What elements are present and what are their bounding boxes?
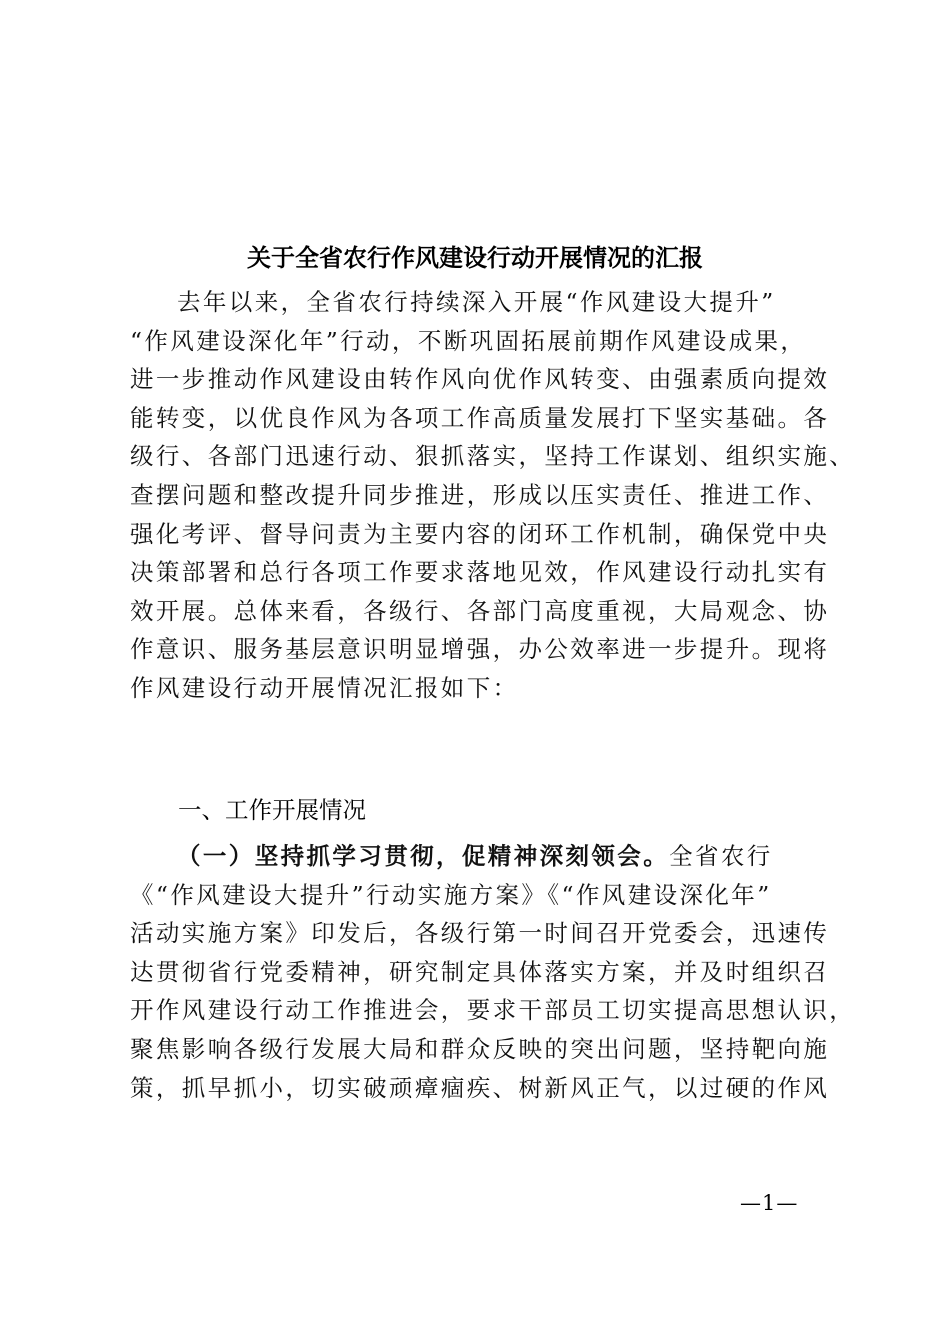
paragraph-line [130, 837, 830, 876]
document-title: 关于全省农行作风建设行动开展情况的汇报 [247, 243, 703, 272]
paragraph-line: 作风建设行动开展情况汇报如下： [130, 673, 519, 702]
intro-paragraph [130, 283, 856, 708]
paragraph-line: 去年以来，全省农行持续深入开展“作风建设大提升” [177, 288, 776, 316]
subsection-lead: （一）坚持抓学习贯彻，促精神深刻领会。 [177, 842, 670, 870]
paragraph-line: 强化考评、督导问责为主要内容的闭环工作机制，确保党中央 [130, 519, 830, 548]
paragraph-line: 级行、各部门迅速行动、狠抓落实，坚持工作谋划、组织实施、 [130, 442, 856, 471]
paragraph-line: 查摆问题和整改提升同步推进，形成以压实责任、推进工作、 [130, 480, 830, 509]
paragraph-line: 决策部署和总行各项工作要求落地见效，作风建设行动扎实有 [130, 558, 830, 587]
paragraph-line: 开作风建设行动工作推进会，要求干部员工切实提高思想认识， [130, 996, 856, 1025]
subsection-paragraph [130, 837, 856, 1107]
paragraph-line: 达贯彻省行党委精神，研究制定具体落实方案，并及时组织召 [130, 957, 830, 986]
paragraph-line: 进一步推动作风建设由转作风向优作风转变、由强素质向提效 [130, 365, 830, 394]
paragraph-line: 策，抓早抓小，切实破顽瘴痼疾、树新风正气，以过硬的作风 [130, 1073, 830, 1102]
paragraph-line: “作风建设深化年”行动，不断巩固拓展前期作风建设成果， [130, 326, 807, 355]
paragraph-line: 效开展。总体来看，各级行、各部门高度重视，大局观念、协 [130, 596, 830, 625]
paragraph-text: 全省农行 [669, 842, 773, 870]
page-number: —1— [740, 1191, 799, 1215]
paragraph-line: 《“作风建设大提升”行动实施方案》《“作风建设深化年” [130, 880, 772, 909]
paragraph-line: 能转变，以优良作风为各项工作高质量发展打下坚实基础。各 [130, 403, 830, 432]
paragraph-line: 作意识、服务基层意识明显增强，办公效率进一步提升。现将 [130, 635, 830, 664]
section-heading: 一、工作开展情况 [178, 796, 366, 824]
paragraph-line: 聚焦影响各级行发展大局和群众反映的突出问题，坚持靶向施 [130, 1034, 830, 1063]
paragraph-line: 活动实施方案》印发后，各级行第一时间召开党委会，迅速传 [130, 919, 830, 948]
